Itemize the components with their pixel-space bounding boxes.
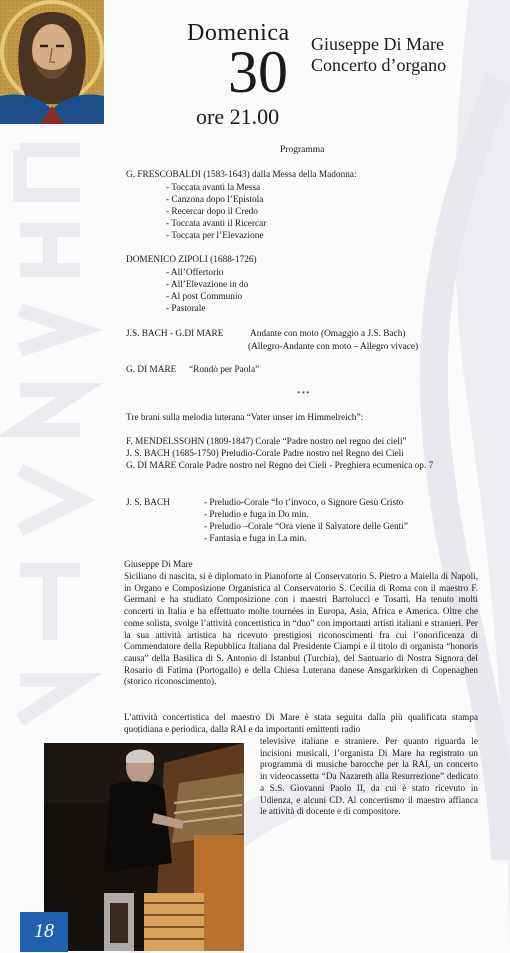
program-item: - Al post Communio [166, 292, 243, 302]
concert-time: ore 21.00 [196, 104, 280, 129]
separator: *** [297, 390, 311, 398]
program-item: - Toccata per l’Elevazione [166, 231, 264, 241]
program-item: - All’Offertorio [166, 268, 224, 278]
chorale-line: G. DI MARE Corale Padre nostro nel Regno dei Cieli - Preghiera ecumenica op. 7 [126, 461, 434, 471]
program-item: - Preludio-Corale “Io t’invoco, o Signore Gesù Cristo [204, 498, 404, 508]
program-item: - Fantasia e fuga in La min. [204, 534, 307, 544]
zipoli-heading: DOMENICO ZIPOLI (1688-1726) [126, 255, 257, 265]
bio-paragraph-2a: L’attività concertistica del maestro Di Mare è stata seguita dalla più qualificata stampa quotidiana e periodica, dalla RAI e da importanti emittenti radio [124, 712, 478, 734]
program-item: - Toccata avanti il Ricercar [166, 219, 267, 229]
bio-name: Giuseppe Di Mare [124, 560, 193, 570]
bach-dimare-composer: J.S. BACH - G.DI MARE [126, 329, 224, 339]
bio-paragraph-2b: televisive italiane e straniere. Per quanto riguarda le incisioni musicali, l’organista Di Mare ha registrato un programma di musiche barocche per la RAI, un concerto in videocassetta “Da Nazareth alla Resurrezione” dedicato a S.S. Giovanni Paolo II, da cui è stato ricevuto in Udienza, e alcuni CD. Al concertismo il maestro affianca le attività di docente e di compositore. [260, 736, 478, 817]
bach-dimare-piece: Andante con moto (Omaggio a J.S. Bach) [250, 329, 406, 339]
concert-date-number: 30 [228, 39, 288, 105]
event-title: Concerto d’organo [311, 55, 447, 75]
program-item: - Pastorale [166, 304, 206, 314]
bach-composer: J. S. BACH [126, 498, 170, 508]
program-item: - Recercar dopo il Credo [166, 207, 258, 217]
chorale-line: F. MENDELSSOHN (1809-1847) Corale “Padre nostro nel regno dei cieli” [126, 437, 407, 447]
program-item: - Canzona dopo l’Epistola [166, 195, 264, 205]
concert-day: Domenica [187, 20, 290, 46]
organist-photo [44, 743, 244, 951]
dimare-piece: “Rondò per Paola” [189, 365, 260, 375]
chorale-line: J. S. BACH (1685-1750) Preludio-Corale Padre nostro nel Regno dei Cieli [126, 449, 404, 459]
page-number-badge [20, 912, 68, 952]
christ-mosaic-image [0, 0, 104, 124]
program-title: Programma [280, 145, 325, 155]
program-item: - All’Elevazione in do [166, 280, 249, 290]
frescobaldi-heading: G. FRESCOBALDI (1583-1643) dalla Messa della Madonna: [126, 170, 357, 180]
program-item: - Toccata avanti la Messa [166, 183, 261, 193]
bio-paragraph-1: Siciliano di nascita, si è diplomato in Pianoforte al Conservatorio S. Pietro a Maiella di Napoli, in Organo e Composizione Organistica al Conservatorio S. Cecilia di Roma con il maestro F. Germani e ha studiato Composizione con i maestri Bartolucci e Tosatti. Ha tenuto molti concerti in Italia e ha effettuato molte tournées in Europa, Asia, Africa e America. Oltre che come solista, svolge l’attività concertistica in “duo” con importanti artisti italiani e stranieri. Per la sua attività artistica ha ricevuto prestigiosi riconoscimenti fra cui l’onorificenza di Commendatore della Repubblica Italiana dal Presidente Ciampi e il titolo di organista “honoris causa” della Basilica di S. Antonio di Istanbul (Turchia), del Santuario di Nostra Signora del Rosario di Fatima (Portogallo) e della Chiesa Luterana danese Ansgarkirken di Copenaghen (storico riconoscimento). [124, 571, 478, 687]
dimare-composer: G. DI MARE [126, 365, 177, 375]
page-number: 18 [34, 920, 54, 942]
chorale-intro: Tre brani sulla melodia luterana “Vater unser im Himmelreich”: [126, 413, 364, 423]
bach-dimare-movements: (Allegro-Andante con moto – Allegro vivace) [248, 342, 419, 352]
program-item: - Preludio –Corale “Ora viene il Salvatore delle Genti” [204, 522, 408, 532]
program-item: - Preludio e fuga in Do min. [204, 510, 309, 520]
artist-name: Giuseppe Di Mare [311, 34, 444, 54]
